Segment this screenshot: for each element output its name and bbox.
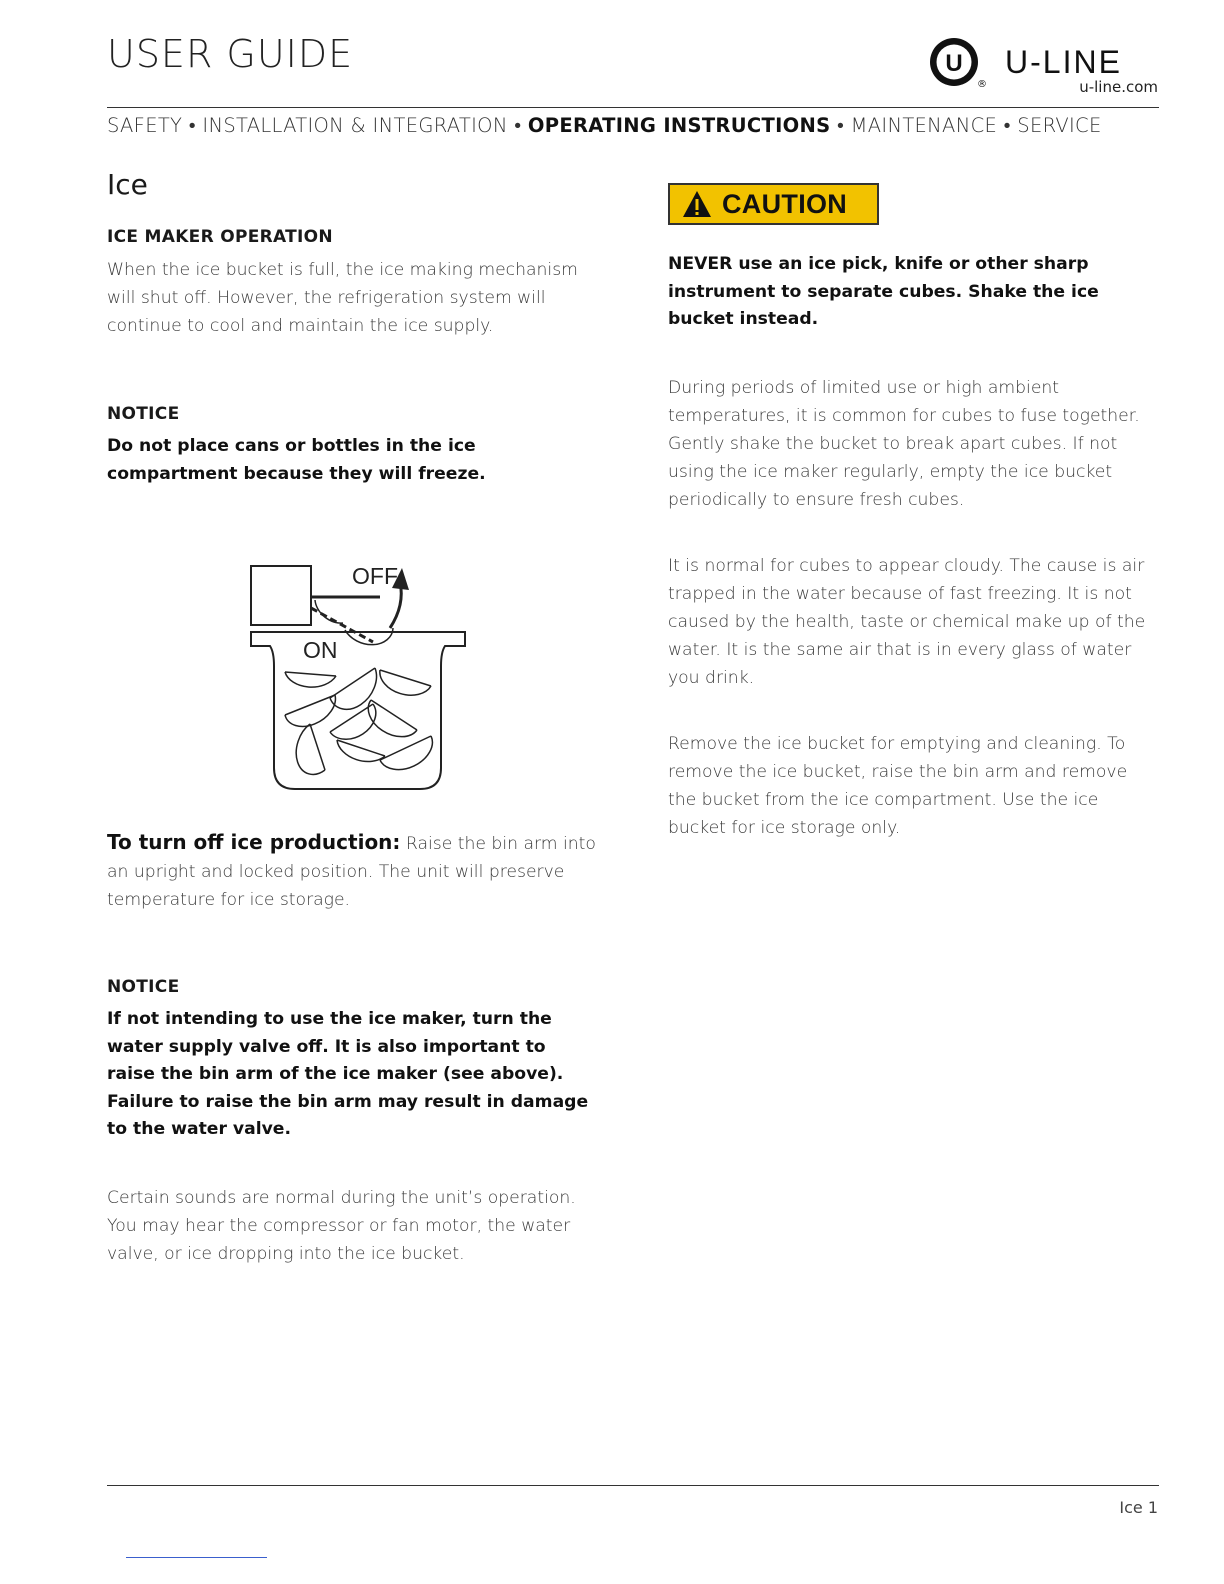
warning-triangle-icon: [682, 190, 712, 218]
nav-separator: •: [188, 114, 196, 137]
registered-mark: ®: [977, 79, 987, 90]
nav-separator: •: [1003, 114, 1011, 137]
caution-banner: [668, 183, 879, 225]
turn-off-text: Raise the bin arm into an upright and locked position. The unit will preserve temperature for ice storage.: [107, 834, 596, 910]
logo-wordmark: U-LINE: [1005, 44, 1122, 80]
website-url[interactable]: u-line.com: [1079, 78, 1158, 96]
off-label: OFF: [352, 563, 398, 589]
notice-text: If not intending to use the ice maker, turn the water supply valve off. It is also important to raise the bin arm of the ice maker (see above). Failure to raise the bin arm may result in damage to the water valve.: [107, 1009, 589, 1139]
cloudy-cubes-paragraph: It is normal for cubes to appear cloudy. The cause is air trapped in the water because of fast freezing. It is not caused by the health, taste or chemical make up of the water. It is the same air that is in every glass of water you drink.: [668, 556, 1146, 688]
turn-off-paragraph: [107, 828, 597, 914]
nav-item-safety[interactable]: SAFETY: [107, 114, 183, 137]
page-number: Ice 1: [1119, 1498, 1158, 1517]
ice-maker-operation-heading: ICE MAKER OPERATION: [107, 227, 333, 247]
nav-separator: •: [837, 114, 845, 137]
header-divider: [107, 107, 1159, 108]
section-nav: [107, 114, 1159, 138]
caution-text: NEVER use an ice pick, knife or other sharp instrument to separate cubes. Shake the ice bucket instead.: [668, 254, 1099, 329]
on-label: ON: [303, 637, 338, 663]
footer-divider: [107, 1485, 1159, 1486]
intro-paragraph: When the ice bucket is full, the ice making mechanism will shut off. However, the refrigeration system will continue to cool and maintain the ice supply.: [107, 260, 578, 336]
bin-arm-diagram: [245, 560, 470, 795]
section-title: Ice: [107, 168, 148, 201]
footer-link-underline[interactable]: [126, 1557, 267, 1558]
turn-off-lead: To turn off ice production:: [107, 830, 401, 854]
sounds-paragraph: Certain sounds are normal during the unit’s operation. You may hear the compressor or fan motor, the water valve, or ice dropping into the ice bucket.: [107, 1188, 576, 1264]
remove-bucket-paragraph: Remove the ice bucket for emptying and cleaning. To remove the ice bucket, raise the bin arm and remove the bucket from the ice compartment. Use the ice bucket for ice storage only.: [668, 734, 1128, 838]
nav-item-service[interactable]: SERVICE: [1017, 114, 1102, 137]
nav-item-installation[interactable]: INSTALLATION & INTEGRATION: [202, 114, 508, 137]
page-header-title: USER GUIDE: [107, 32, 354, 76]
notice-label: NOTICE: [107, 977, 180, 997]
fused-cubes-paragraph: During periods of limited use or high ambient temperatures, it is common for cubes to fuse together. Gently shake the bucket to break apart cubes. If not using the ice maker regularly, empty the ice bucket periodically to ensure fresh cubes.: [668, 378, 1140, 510]
notice-label: NOTICE: [107, 404, 180, 424]
nav-item-maintenance[interactable]: MAINTENANCE: [850, 114, 998, 137]
notice-text: Do not place cans or bottles in the ice compartment because they will freeze.: [107, 436, 486, 484]
nav-separator: •: [514, 114, 522, 137]
logo-mark: U: [945, 50, 963, 77]
caution-label: CAUTION: [722, 188, 848, 219]
nav-item-operating-instructions[interactable]: OPERATING INSTRUCTIONS: [527, 114, 831, 137]
